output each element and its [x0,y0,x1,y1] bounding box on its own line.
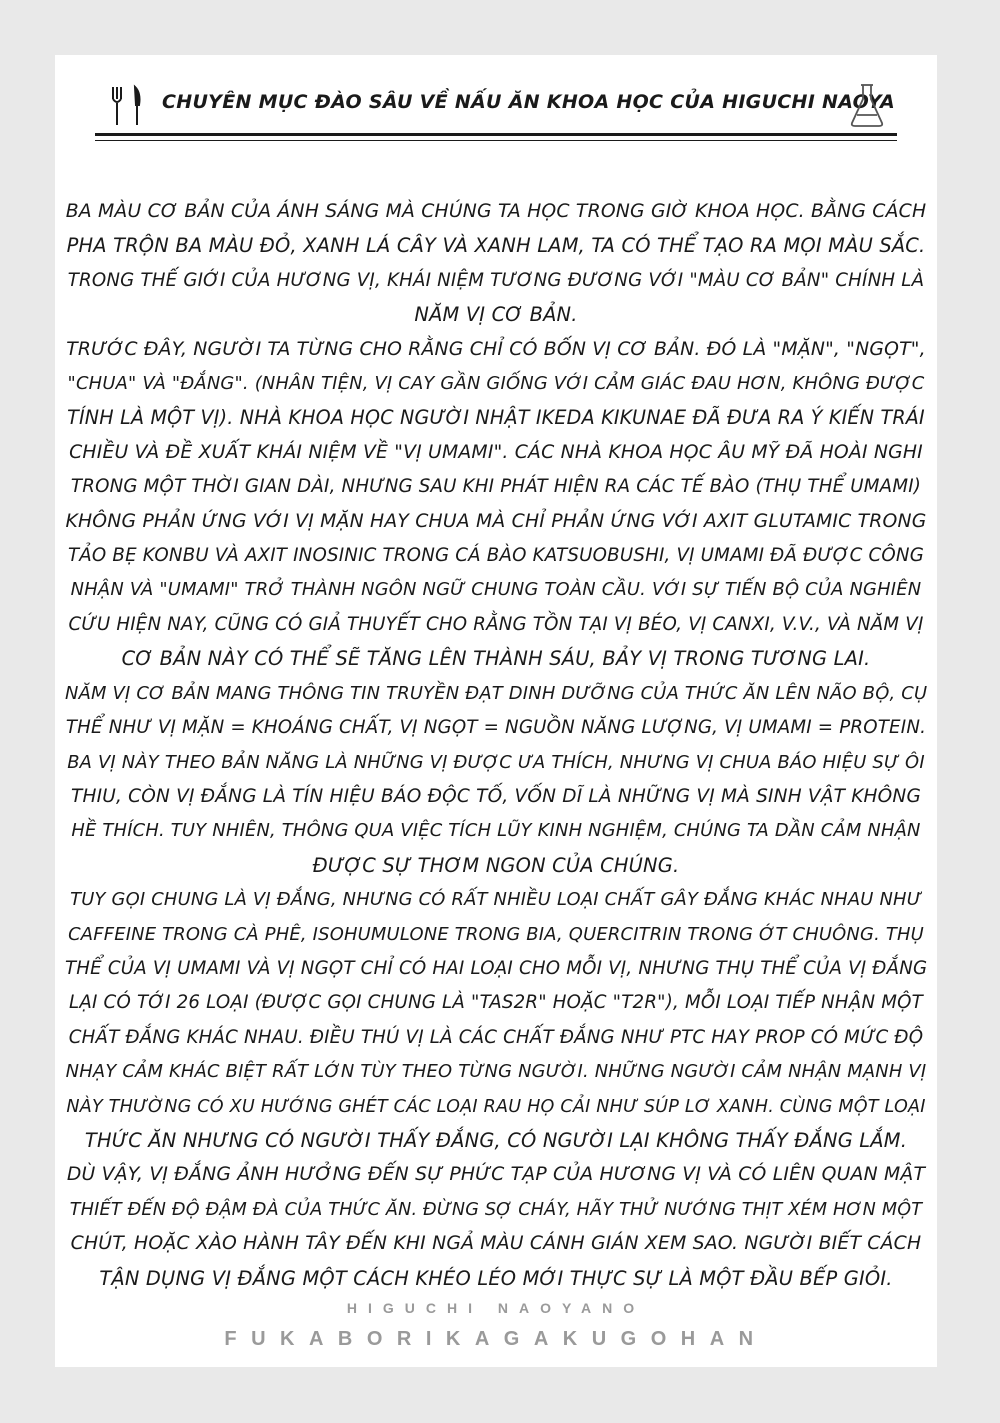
body-line: CHIỀU VÀ ĐỀ XUẤT KHÁI NIỆM VỀ "VỊ UMAMI". CÁC NHÀ KHOA HỌC ÂU MỸ ĐÃ HOÀI NGHI [69,441,923,463]
body-line: BA MÀU CƠ BẢN CỦA ÁNH SÁNG MÀ CHÚNG TA HỌC TRONG GIỜ KHOA HỌC. BẰNG CÁCH [65,201,927,222]
body-line: TRONG MỘT THỜI GIAN DÀI, NHƯNG SAU KHI PHÁT HIỆN RA CÁC TẾ BÀO (THỤ THỂ UMAMI) [70,476,922,498]
body-line: BA VỊ NÀY THEO BẢN NĂNG LÀ NHỮNG VỊ ĐƯỢC ƯA THÍCH, NHƯNG VỊ CHUA BÁO HIỆU SỰ ÔI [67,751,925,773]
article-body [65,195,927,1296]
body-line: DÙ VẬY, VỊ ĐẮNG ẢNH HƯỞNG ĐẾN SỰ PHỨC TẠP CỦA HƯƠNG VỊ VÀ CÓ LIÊN QUAN MẬT [66,1164,926,1186]
body-line: NĂM VỊ CƠ BẢN. [414,303,578,327]
body-line: TRƯỚC ĐÂY, NGƯỜI TA TỪNG CHO RẰNG CHỈ CÓ BỐN VỊ CƠ BẢN. ĐÓ LÀ "MẶN", "NGỌT", [66,338,926,360]
column-header [107,77,895,133]
body-line: THỂ NHƯ VỊ MẶN = KHOÁNG CHẤT, VỊ NGỌT = NGUỒN NĂNG LƯỢNG, VỊ UMAMI = PROTEIN. [65,717,927,739]
body-line: NÀY THƯỜNG CÓ XU HƯỚNG GHÉT CÁC LOẠI RAU HỌ CẢI NHƯ SÚP LƠ XANH. CÙNG MỘT LOẠI [66,1096,926,1117]
body-line: TẢO BẸ KONBU VÀ AXIT INOSINIC TRONG CÁ BÀO KATSUOBUSHI, VỊ UMAMI ĐÃ ĐƯỢC CÔNG [67,545,925,567]
body-line: NHẬN VÀ "UMAMI" TRỞ THÀNH NGÔN NGỮ CHUNG TOÀN CẦU. VỚI SỰ TIẾN BỘ CỦA NGHIÊN [70,579,922,601]
body-line: TÍNH LÀ MỘT VỊ). NHÀ KHOA HỌC NGƯỜI NHẬT IKEDA KIKUNAE ĐÃ ĐƯA RA Ý KIẾN TRÁI [67,406,925,430]
body-line: NĂM VỊ CƠ BẢN MANG THÔNG TIN TRUYỀN ĐẠT DINH DƯỠNG CỦA THỨC ĂN LÊN NÃO BỘ, CỤ [65,682,928,704]
body-line: CỨU HIỆN NAY, CŨNG CÓ GIẢ THUYẾT CHO RẰNG TỒN TẠI VỊ BÉO, VỊ CANXI, V.V., VÀ NĂM VỊ [68,613,924,635]
body-line: CAFFEINE TRONG CÀ PHÊ, ISOHUMULONE TRONG BIA, QUERCITRIN TRONG ỚT CHUÔNG. THỤ [68,923,924,945]
header-rule-thin [95,140,897,141]
article-page [55,55,937,1367]
column-title: CHUYÊN MỤC ĐÀO SÂU VỀ NẤU ĂN KHOA HỌC CỦA HIGUCHI NAOYA [162,91,895,113]
body-line: TRONG THẾ GIỚI CỦA HƯƠNG VỊ, KHÁI NIỆM TƯƠNG ĐƯƠNG VỚI "MÀU CƠ BẢN" CHÍNH LÀ [67,269,925,291]
body-line: CHÚT, HOẶC XÀO HÀNH TÂY ĐẾN KHI NGẢ MÀU CÁNH GIÁN XEM SAO. NGƯỜI BIẾT CÁCH [70,1233,922,1255]
body-line: TUY GỌI CHUNG LÀ VỊ ĐẮNG, NHƯNG CÓ RẤT NHIỀU LOẠI CHẤT GÂY ĐẮNG KHÁC NHAU NHƯ [70,889,922,911]
body-line: CHẤT ĐẮNG KHÁC NHAU. ĐIỀU THÚ VỊ LÀ CÁC CHẤT ĐẮNG NHƯ PTC HAY PROP CÓ MỨC ĐỘ [68,1026,924,1048]
footer-series-line: FUKABORIKAGAKUGOHAN [224,1328,768,1350]
body-line: PHA TRỘN BA MÀU ĐỎ, XANH LÁ CÂY VÀ XANH LAM, TA CÓ THỂ TẠO RA MỌI MÀU SẮC. [66,234,926,258]
body-line: NHẠY CẢM KHÁC BIỆT RẤT LỚN TÙY THEO TỪNG NGƯỜI. NHỮNG NGƯỜI CẢM NHẬN MẠNH VỊ [65,1061,927,1083]
footer-author-line: HIGUCHI NAOYANO [346,1300,646,1316]
body-line: TẬN DỤNG VỊ ĐẮNG MỘT CÁCH KHÉO LÉO MỚI THỰC SỰ LÀ MỘT ĐẦU BẾP GIỎI. [99,1266,893,1290]
flask-icon [847,81,887,129]
body-line: "CHUA" VÀ "ĐẮNG". (NHÂN TIỆN, VỊ CAY GẦN GIỐNG VỚI CẢM GIÁC ĐAU HƠN, KHÔNG ĐƯỢC [67,373,925,395]
body-line: THIẾT ĐẾN ĐỘ ĐẬM ĐÀ CỦA THỨC ĂN. ĐỪNG SỢ CHÁY, HÃY THỬ NƯỚNG THỊT XÉM HƠN MỘT [69,1199,923,1220]
body-line: CƠ BẢN NÀY CÓ THỂ SẼ TĂNG LÊN THÀNH SÁU, BẢY VỊ TRONG TƯƠNG LAI. [121,647,871,671]
body-line: THIU, CÒN VỊ ĐẮNG LÀ TÍN HIỆU BÁO ĐỘC TỐ, VỐN DĨ LÀ NHỮNG VỊ MÀ SINH VẬT KHÔNG [71,785,921,807]
body-line: LẠI CÓ TỚI 26 LOẠI (ĐƯỢC GỌI CHUNG LÀ "TAS2R" HOẶC "T2R"), MỖI LOẠI TIẾP NHẬN MỘT [69,992,923,1014]
body-line: ĐƯỢC SỰ THƠM NGON CỦA CHÚNG. [312,853,680,877]
body-line: KHÔNG PHẢN ỨNG VỚI VỊ MẶN HAY CHUA MÀ CHỈ PHẢN ỨNG VỚI AXIT GLUTAMIC TRONG [65,510,927,532]
body-line: THỨC ĂN NHƯNG CÓ NGƯỜI THẤY ĐẮNG, CÓ NGƯỜI LẠI KHÔNG THẤY ĐẮNG LẮM. [84,1128,908,1152]
body-line: HỀ THÍCH. TUY NHIÊN, THÔNG QUA VIỆC TÍCH LŨY KINH NGHIỆM, CHÚNG TA DẦN CẢM NHẬN [71,820,921,842]
header-rule-thick [95,133,897,136]
fork-knife-icon [107,81,147,129]
body-line: THỂ CỦA VỊ UMAMI VÀ VỊ NGỌT CHỈ CÓ HAI LOẠI CHO MỖI VỊ, NHƯNG THỤ THỂ CỦA VỊ ĐẮNG [65,957,928,979]
